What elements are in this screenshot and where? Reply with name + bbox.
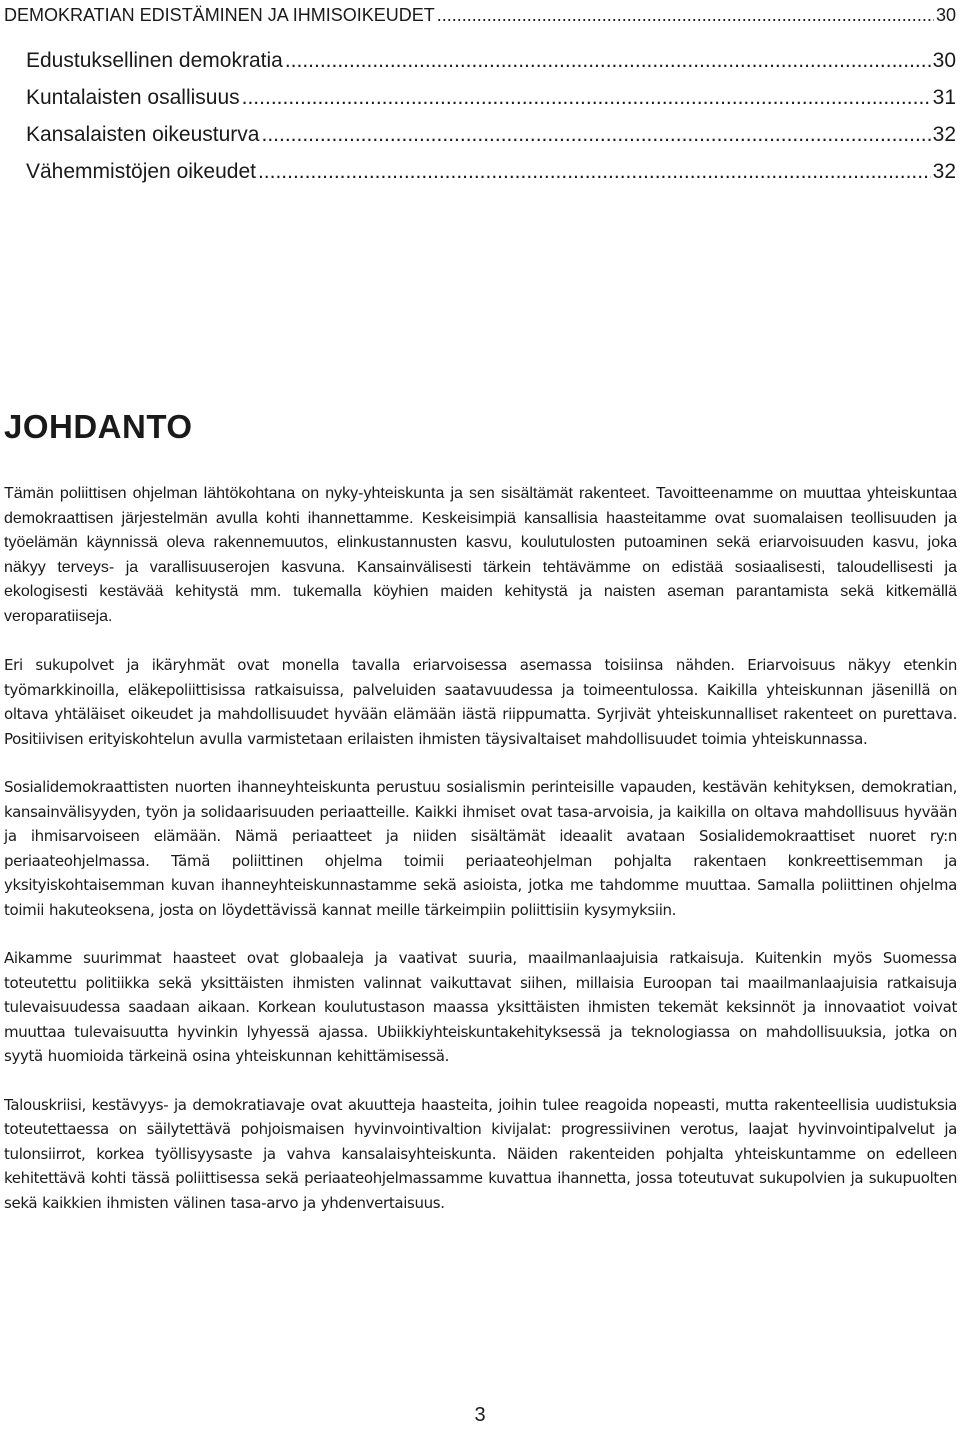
toc-entry-title: Edustuksellinen demokratia xyxy=(26,49,283,72)
toc-dot-leader xyxy=(261,116,930,153)
toc-entry-title: DEMOKRATIAN EDISTÄMINEN JA IHMISOIKEUDET xyxy=(4,5,435,25)
toc-entry-title: Kuntalaisten osallisuus xyxy=(26,86,240,109)
table-of-contents xyxy=(4,4,956,190)
toc-entry[interactable] xyxy=(4,4,956,26)
toc-dot-leader xyxy=(242,79,931,116)
toc-entry-page: 30 xyxy=(935,5,956,25)
toc-entry-title: Kansalaisten oikeusturva xyxy=(26,123,260,146)
toc-entry[interactable] xyxy=(4,116,956,153)
toc-entry-page: 30 xyxy=(932,49,956,72)
toc-entry-title: Vähemmistöjen oikeudet xyxy=(26,160,256,183)
toc-entry-page: 32 xyxy=(932,123,956,146)
paragraph: Aikamme suurimmat haasteet ovat globaaleja ja vaativat suuria, maailmanlaajuisia ratkaisuja. Kuitenkin myös Suomessa toteutettu politiikka sekä yksittäisten ihmisten valinnat vaikuttavat siihen, millaisia Euroopan tai maailmanlaajuisia ratkaisuja tulevaisuudessa saadaan aikaan. Korkean koulutustason maassa yksittäisten ihmisten tekemät keksinnöt ja innovaatiot voivat muuttaa tulevaisuutta hyvinkin lyhyessä ajassa. Ubiikkiyhteiskuntakehityksessä ja teknologiassa on mahdollisuuksia, jotka on syytä huomioida tärkeinä osina yhteiskunnan kehittämisessä. xyxy=(4,949,957,1065)
toc-entry-page: 31 xyxy=(932,86,956,109)
page-number: 3 xyxy=(474,1404,486,1426)
paragraph: Tämän poliittisen ohjelman lähtökohtana on nyky-yhteiskunta ja sen sisältämät rakenteet. Tavoitteenamme on muuttaa yhteiskuntaa demokraattisen järjestelmän avulla kohti ihannettamme. Keskeisimpiä kansallisia haasteitamme ovat suomalaisen teollisuuden ja työelämän käynnissä oleva rakennemuutos, elinkustannusten kasvu, koulutulosten putoaminen sekä eriarvoisuuden kasvu, joka näkyy terveys- ja varallisuuserojen kasvuna. Kansainvälisesti tärkein tehtävämme on edistää sosiaalisesti, taloudellisesti ja ekologisesti kestävää kehitystä mm. tukemalla köyhien maiden kehitystä ja naisten aseman parantamista sekä kitkemällä veroparatiiseja. xyxy=(4,485,957,625)
toc-entry[interactable] xyxy=(4,42,956,79)
toc-dot-leader xyxy=(285,42,931,79)
toc-dot-leader xyxy=(437,4,934,26)
paragraph: Sosialidemokraattisten nuorten ihanneyhteiskunta perustuu sosialismin perinteisille vapauden, kestävän kehityksen, demokratian, kansainvälisyyden, työn ja solidaarisuuden periaatteille. Kaikki ihmiset ovat tasa-arvoisia, ja kaikilla on oltava mahdollisuus hyvään ja ihmisarvoiseen elämään. Nämä periaatteet ja niiden sisältämät ideaalit avataan Sosialidemokraattiset nuoret ry:n periaateohjelmassa. Tämä poliittinen ohjelma toimii periaateohjelman pohjalta rakentaen konkreettisemman ja yksityiskohtaisemman kuvan ihanneyhteiskunnastamme sekä asioista, jotka me tahdomme muuttaa. Samalla poliittinen ohjelma toimii hakuteoksena, josta on löydettävissä kannat meille tärkeimpiin poliittisiin kysymyksiin. xyxy=(4,778,957,919)
paragraph: Talouskriisi, kestävyys- ja demokratiavaje ovat akuutteja haasteita, joihin tulee reagoida nopeasti, mutta rakenteellisia uudistuksia toteutettaessa on säilytettävä pohjoismaisen hyvinvointivaltion kivijalat: progressiivinen verotus, laajat hyvinvointipalvelut ja tulonsiirrot, korkea työllisyysaste ja vahva kansalaisyhteiskunta. Näiden rakenteiden pohjalta yhteiskuntamme on edelleen kehitettävä kohti tässä poliittisessa sekä periaateohjelmassamme kuvattua ihannetta, jossa toteutuvat sukupolvien ja sukupuolten sekä kaikkien ihmisten välinen tasa-arvo ja yhdenvertaisuus. xyxy=(4,1095,957,1212)
toc-entry[interactable] xyxy=(4,79,956,116)
paragraph: Eri sukupolvet ja ikäryhmät ovat monella tavalla eriarvoisessa asemassa toisiinsa nähden. Eriarvoisuus näkyy etenkin työmarkkinoilla, eläkepoliittisissa ratkaisuissa, palveluiden saatavuudessa ja toimeentulossa. Kaikilla yhteiskunnan jäsenillä on oltava yhtäläiset oikeudet ja mahdollisuudet hyvään elämään iästä riippumatta. Syrjivät yhteiskunnalliset rakenteet on purettava. Positiivisen erityiskohtelun avulla varmistetaan erilaisten ihmisten täysivaltaiset mahdollisuudet toimia yhteiskunnassa. xyxy=(4,656,957,748)
body-text xyxy=(4,482,957,1239)
toc-entry-page: 32 xyxy=(932,160,956,183)
toc-entry[interactable] xyxy=(4,153,956,190)
section-heading: JOHDANTO xyxy=(4,408,193,445)
toc-dot-leader xyxy=(258,153,931,190)
